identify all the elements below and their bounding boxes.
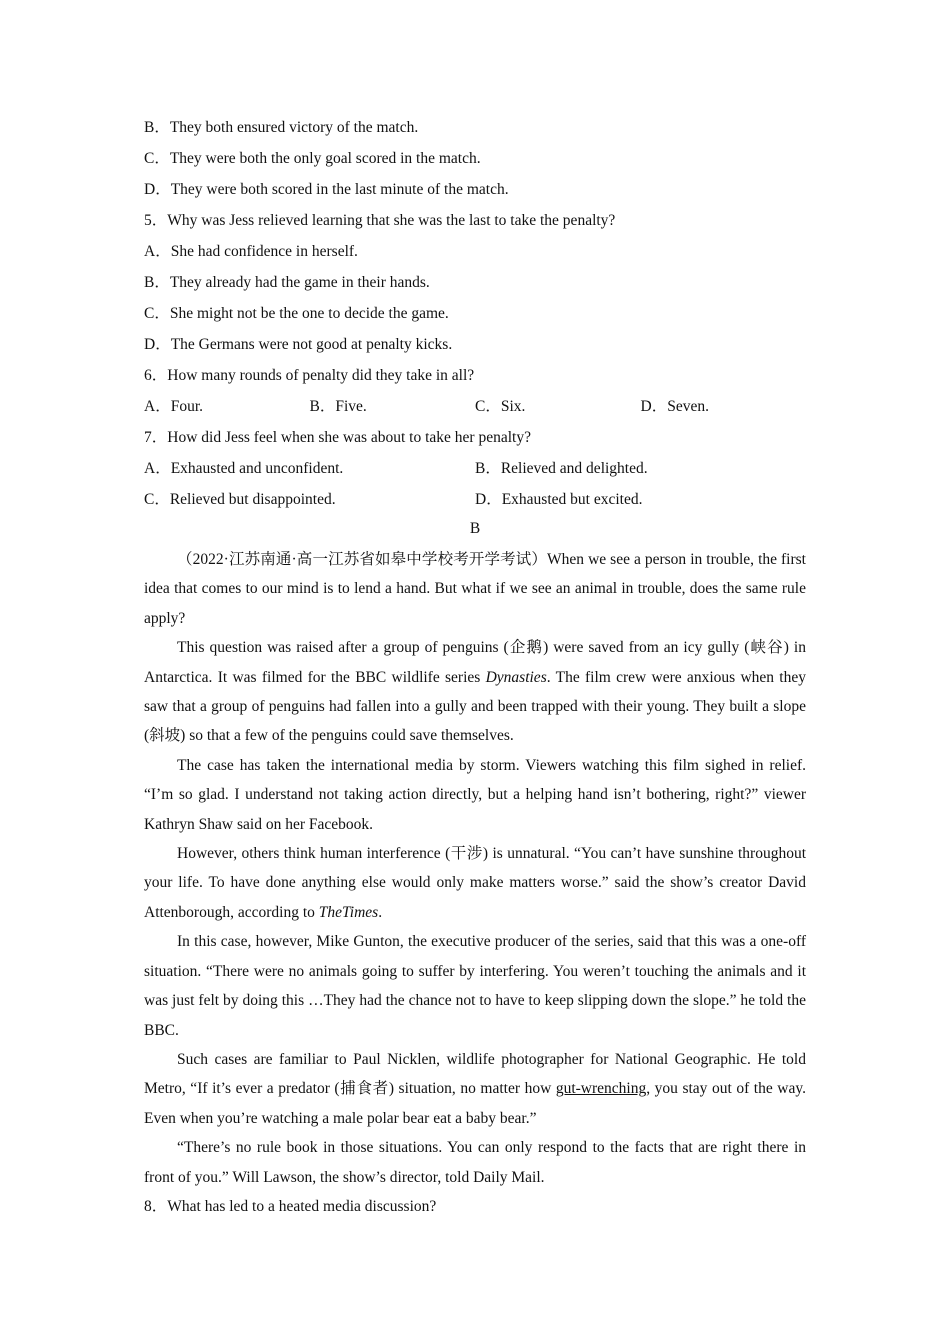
- q6-option-d: D．Seven.: [640, 398, 709, 415]
- q7-option-d: D．Exhausted but excited.: [475, 491, 643, 508]
- q5-option-d: D．The Germans were not good at penalty kicks.: [144, 336, 453, 353]
- q6-option-b: B．Five.: [309, 398, 367, 415]
- passage-paragraph-4: [144, 839, 806, 927]
- q6-option-c: C．Six.: [475, 398, 526, 415]
- series-title: Dynasties: [485, 668, 547, 686]
- q7-stem: 7．How did Jess feel when she was about to take her penalty?: [144, 429, 531, 446]
- q6-stem: 6．How many rounds of penalty did they take in all?: [144, 367, 475, 384]
- newspaper-title: TheTimes: [318, 903, 379, 921]
- q5-option-c: C．She might not be the one to decide the game.: [144, 305, 449, 322]
- q8-stem: 8．What has led to a heated media discussion?: [144, 1197, 437, 1215]
- paragraph-text: .: [378, 903, 383, 921]
- underlined-word: gut-wrenching: [555, 1080, 647, 1098]
- q7-options-row1: [144, 453, 806, 484]
- paragraph-text: However, others think human interference (干涉) is unnatural. “You can’t have sunshine throughout your life. To have done anything else would only make matters worse.” said the show’s creator David Attenborough, according to: [144, 845, 806, 921]
- document-page: [144, 112, 806, 1222]
- passage-paragraph-5: In this case, however, Mike Gunton, the executive producer of the series, said that this was a one-off situation. “There were no animals going to suffer by interfering. You weren’t touching the animals and it was just felt by doing this …They had the chance not to have to keep slipping down the slope.” he told the BBC.: [144, 933, 806, 1039]
- passage-paragraph-3: The case has taken the international media by storm. Viewers watching this film sighed in relief. “I’m so glad. I understand not taking action directly, but a helping hand isn’t bothering, right?” viewer Kathryn Shaw said on her Facebook.: [144, 756, 806, 833]
- q4-option-d: D．They were both scored in the last minute of the match.: [144, 181, 509, 198]
- q5-option-a: A．She had confidence in herself.: [144, 243, 358, 260]
- q5-stem: 5．Why was Jess relieved learning that she was the last to take the penalty?: [144, 212, 616, 229]
- paragraph-text: , you stay out of the way. Even when you’re watching a male polar bear eat a baby bear.”: [144, 1080, 806, 1127]
- q4-option-c: C．They were both the only goal scored in the match.: [144, 150, 481, 167]
- q5-option-b: B．They already had the game in their hands.: [144, 274, 430, 291]
- passage-paragraph-6: [144, 1045, 806, 1133]
- paragraph-text: Such cases are familiar to Paul Nicklen, wildlife photographer for National Geographic. He told Metro, “If it’s ever a predator (捕食者) situation, no matter how: [144, 1050, 806, 1098]
- passage-paragraph-7: “There’s no rule book in those situations. You can only respond to the facts that are right there in front of you.” Will Lawson, the show’s director, told Daily Mail.: [144, 1139, 806, 1186]
- q4-option-b: B．They both ensured victory of the match.: [144, 119, 419, 136]
- q6-option-a: A．Four.: [144, 398, 203, 415]
- paragraph-text: This question was raised after a group of penguins (企鹅) were saved from an icy gully (峡谷) in Antarctica. It was filmed for the BBC wildlife series: [144, 639, 806, 686]
- reading-passage: [144, 545, 806, 1192]
- passage-paragraph-2: [144, 633, 806, 751]
- q7-option-c: C．Relieved but disappointed.: [144, 491, 336, 508]
- q7-option-b: B．Relieved and delighted.: [475, 460, 648, 477]
- section-label: B: [469, 520, 481, 537]
- q6-options: [144, 391, 806, 422]
- q7-options-row2: [144, 484, 806, 515]
- paragraph-text: . The film crew were anxious when they saw that a group of penguins had fallen into a gully and been trapped with their young. They built a slope (斜坡) so that a few of the penguins could save themselves.: [144, 668, 806, 745]
- passage-paragraph-1: （2022·江苏南通·高一江苏省如皋中学校考开学考试）When we see a person in trouble, the first idea that comes to our mind is to lend a hand. But what if we see an animal in trouble, does the same rule apply?: [144, 551, 806, 627]
- q7-option-a: A．Exhausted and unconfident.: [144, 460, 344, 477]
